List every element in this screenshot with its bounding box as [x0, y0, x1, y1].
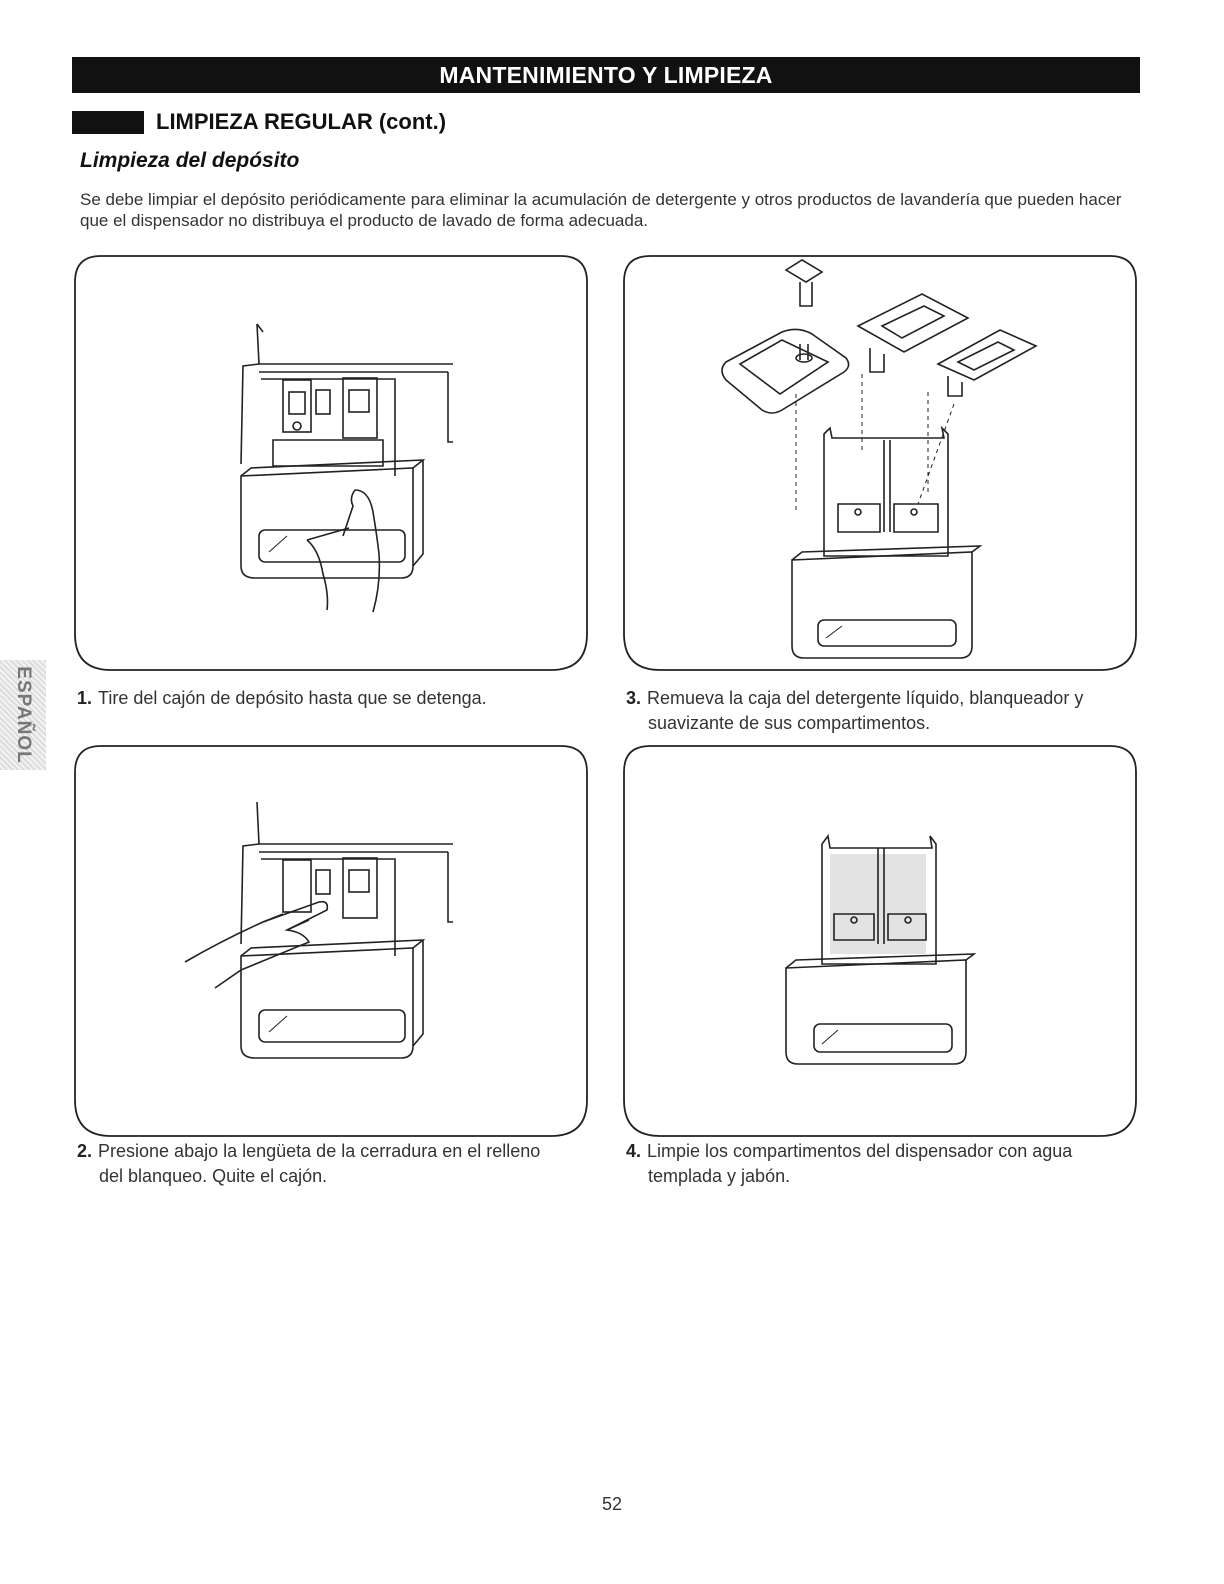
step-text: Tire del cajón de depósito hasta que se detenga.: [98, 688, 487, 708]
subsection-title: Limpieza del depósito: [80, 149, 300, 172]
step-3: [626, 686, 1146, 736]
step-number: 1.: [77, 688, 93, 708]
step-text: Limpie los compartimentos del dispensador con agua: [647, 1141, 1073, 1161]
step-4: [626, 1139, 1146, 1189]
intro-paragraph: Se debe limpiar el depósito periódicamente para eliminar la acumulación de detergente y otros productos de lavandería que pueden hacer que el dispensador no distribuya el producto de lavado de forma adecuada.: [80, 190, 1122, 230]
step-text-continued: suavizante de sus compartimentos.: [648, 713, 931, 733]
step-number: 4.: [626, 1141, 642, 1161]
step-number: 2.: [77, 1141, 93, 1161]
step-text: Remueva la caja del detergente líquido, blanqueador y: [647, 688, 1084, 708]
step-text: Presione abajo la lengüeta de la cerradura en el relleno: [98, 1141, 541, 1161]
heading-bar: [72, 111, 144, 134]
section-heading: [72, 109, 446, 135]
illustration-step-2: [73, 744, 589, 1138]
step-text-continued: templada y jabón.: [648, 1166, 791, 1186]
language-side-tab: [0, 660, 46, 770]
step-number: 3.: [626, 688, 642, 708]
step-text-continued: del blanqueo. Quite el cajón.: [99, 1166, 328, 1186]
section-title: LIMPIEZA REGULAR (cont.): [156, 109, 447, 134]
page-number: 52: [601, 1494, 623, 1514]
illustration-step-3: [622, 254, 1138, 672]
step-2: [77, 1139, 597, 1189]
illustration-step-4: [622, 744, 1138, 1138]
language-label: ESPAÑOL: [13, 666, 34, 764]
section-banner: MANTENIMIENTO Y LIMPIEZA: [72, 57, 1140, 93]
step-1: [77, 686, 587, 711]
illustration-step-1: [73, 254, 589, 672]
